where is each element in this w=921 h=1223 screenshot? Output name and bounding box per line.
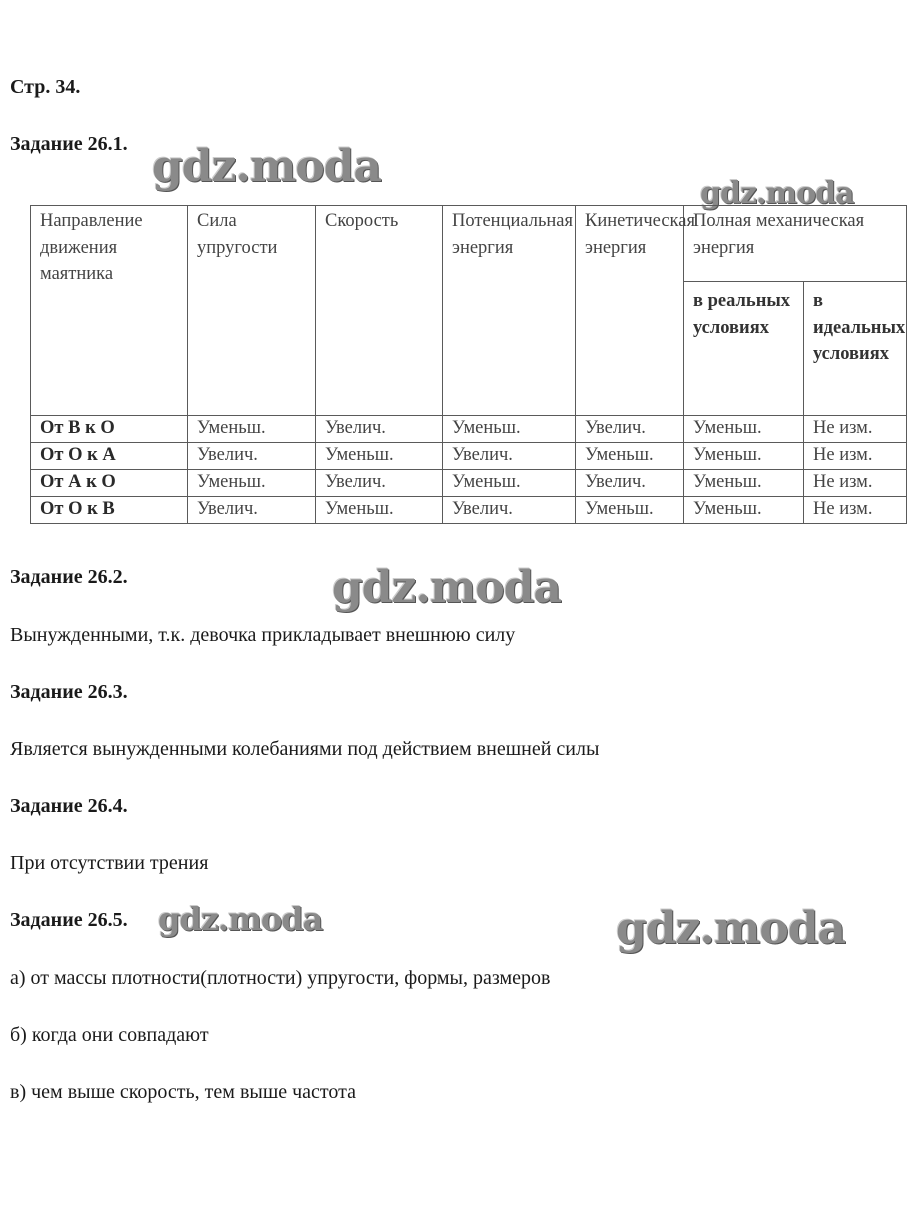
cell-direction: От О к А	[31, 443, 188, 470]
watermark: gdz.moda	[152, 141, 382, 192]
cell-potential: Уменьш.	[443, 416, 576, 443]
cell-elastic-force: Уменьш.	[188, 470, 316, 497]
header-speed: Скорость	[316, 206, 443, 416]
header-total-energy: Полная механическая энергия	[684, 206, 907, 282]
header-potential-energy: Потенциальная энергия	[443, 206, 576, 416]
page-number: Стр. 34.	[10, 76, 81, 98]
task-26-5-answer-b: б) когда они совпадают	[10, 1024, 209, 1046]
cell-ideal: Не изм.	[804, 416, 907, 443]
cell-kinetic: Увелич.	[576, 416, 684, 443]
cell-real: Уменьш.	[684, 497, 804, 524]
cell-kinetic: Уменьш.	[576, 497, 684, 524]
task-26-3-title: Задание 26.3.	[10, 681, 128, 703]
task-26-2-answer: Вынужденными, т.к. девочка прикладывает внешнюю силу	[10, 624, 516, 646]
cell-elastic-force: Увелич.	[188, 497, 316, 524]
pendulum-energy-table	[30, 205, 907, 524]
task-26-3-answer: Является вынужденными колебаниями под действием внешней силы	[10, 738, 600, 760]
cell-ideal: Не изм.	[804, 470, 907, 497]
cell-elastic-force: Увелич.	[188, 443, 316, 470]
table-row	[31, 497, 907, 524]
header-ideal-conditions: в идеальных условиях	[804, 282, 907, 416]
task-26-5-answer-a: а) от массы плотности(плотности) упругости, формы, размеров	[10, 967, 551, 989]
watermark: gdz.moda	[332, 562, 562, 613]
cell-direction: От В к О	[31, 416, 188, 443]
header-elastic-force: Сила упругости	[188, 206, 316, 416]
watermark: gdz.moda	[158, 900, 323, 938]
watermark: gdz.moda	[700, 176, 854, 211]
cell-kinetic: Увелич.	[576, 470, 684, 497]
header-direction: Направление движения маятника	[31, 206, 188, 416]
watermark: gdz.moda	[616, 903, 846, 954]
cell-direction: От А к О	[31, 470, 188, 497]
cell-speed: Уменьш.	[316, 443, 443, 470]
task-26-4-answer: При отсутствии трения	[10, 852, 209, 874]
table-row	[31, 470, 907, 497]
cell-ideal: Не изм.	[804, 497, 907, 524]
cell-real: Уменьш.	[684, 470, 804, 497]
task-26-5-title: Задание 26.5.	[10, 909, 128, 931]
cell-direction: От О к В	[31, 497, 188, 524]
header-kinetic-energy: Кинетическая энергия	[576, 206, 684, 416]
cell-kinetic: Уменьш.	[576, 443, 684, 470]
task-26-5-answer-c: в) чем выше скорость, тем выше частота	[10, 1081, 356, 1103]
cell-potential: Увелич.	[443, 443, 576, 470]
cell-potential: Уменьш.	[443, 470, 576, 497]
task-26-1-title: Задание 26.1.	[10, 133, 128, 155]
table-row	[31, 443, 907, 470]
cell-speed: Увелич.	[316, 470, 443, 497]
cell-potential: Увелич.	[443, 497, 576, 524]
table-row	[31, 416, 907, 443]
task-26-2-title: Задание 26.2.	[10, 566, 128, 588]
header-real-conditions: в реальных условиях	[684, 282, 804, 416]
task-26-4-title: Задание 26.4.	[10, 795, 128, 817]
cell-elastic-force: Уменьш.	[188, 416, 316, 443]
cell-ideal: Не изм.	[804, 443, 907, 470]
cell-speed: Увелич.	[316, 416, 443, 443]
cell-speed: Уменьш.	[316, 497, 443, 524]
cell-real: Уменьш.	[684, 416, 804, 443]
cell-real: Уменьш.	[684, 443, 804, 470]
